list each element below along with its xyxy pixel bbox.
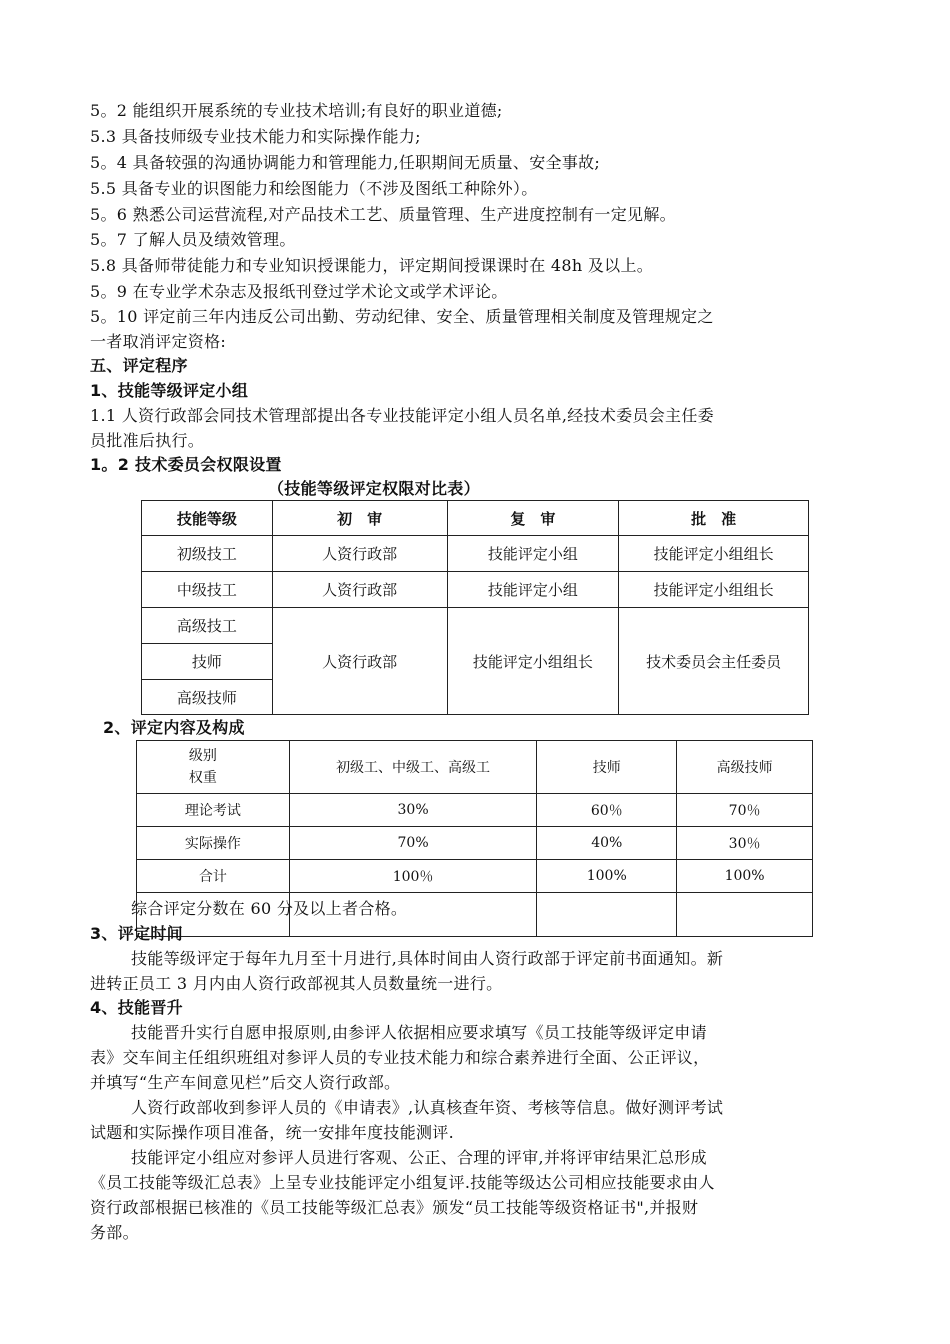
- list-item: 一者取消评定资格:: [90, 332, 227, 351]
- table-cell: 高级技工: [142, 608, 273, 644]
- list-item: 5.3 具备技师级专业技术能力和实际操作能力;: [90, 127, 421, 146]
- paragraph-line: 《员工技能等级汇总表》上呈专业技能评定小组复评.技能等级达公司相应技能要求由人: [90, 1173, 715, 1192]
- corner-top-label: 级别: [188, 748, 217, 764]
- paragraph-line: 人资行政部收到参评人员的《申请表》,认真核查年资、考核等信息。做好测评考试: [131, 1098, 724, 1117]
- table-header: 批 准: [619, 501, 809, 536]
- table-cell: 100%: [537, 860, 677, 893]
- table-cell: 70％: [677, 794, 813, 827]
- table-cell: 高级技师: [142, 680, 273, 715]
- table-cell: 理论考试: [137, 794, 290, 827]
- paragraph-line: 技能等级评定于每年九月至十月进行,具体时间由人资行政部于评定前书面通知。新: [131, 949, 724, 968]
- pass-note: 综合评定分数在 60 分及以上者合格。: [131, 899, 408, 918]
- section-heading: 五、评定程序: [90, 356, 188, 375]
- table-cell: 100％: [289, 860, 537, 893]
- list-item: 5。6 熟悉公司运营流程,对产品技术工艺、质量管理、生产进度控制有一定见解。: [90, 205, 676, 224]
- subsection-heading: 3、评定时间: [90, 924, 183, 943]
- list-item: 5.8 具备师带徒能力和专业知识授课能力，评定期间授课课时在 48h 及以上。: [90, 256, 654, 275]
- corner-bottom-label: 权重: [188, 770, 217, 786]
- subsection-heading: 2、评定内容及构成: [103, 718, 245, 737]
- paragraph-line: 进转正员工 3 月内由人资行政部视其人员数量统一进行。: [90, 974, 503, 993]
- table-cell: 70%: [289, 827, 537, 860]
- paragraph-line: 员批准后执行。: [90, 431, 205, 450]
- table-header: 初 审: [272, 501, 447, 536]
- list-item: 5。9 在专业学术杂志及报纸刊登过学术论文或学术评论。: [90, 282, 508, 301]
- table-cell: 技能评定小组: [447, 572, 619, 608]
- table-cell: 100%: [677, 860, 813, 893]
- table-cell: 技师: [142, 644, 273, 680]
- list-item: 5。7 了解人员及绩效管理。: [90, 230, 296, 249]
- table-row: [142, 572, 809, 608]
- table-row: [137, 827, 813, 860]
- table-header: 技师: [537, 741, 677, 794]
- table-cell: 人资行政部: [272, 536, 447, 572]
- table-cell: 40%: [537, 827, 677, 860]
- table-caption: （技能等级评定权限对比表）: [268, 479, 480, 498]
- paragraph-line: 表》交车间主任组织班组对参评人员的专业技术能力和综合素养进行全面、公正评议，: [90, 1048, 710, 1067]
- table-cell: 60％: [537, 794, 677, 827]
- table-row: [137, 860, 813, 893]
- permission-table: [141, 500, 809, 715]
- table-cell: 技能评定小组: [447, 536, 619, 572]
- table-header: 复 审: [447, 501, 619, 536]
- table-cell: 技能评定小组组长: [619, 572, 809, 608]
- table-cell-merged: 人资行政部: [272, 608, 447, 715]
- table-cell: 30%: [289, 794, 537, 827]
- table-header: 高级技师: [677, 741, 813, 794]
- table-cell: 技能评定小组组长: [619, 536, 809, 572]
- table-cell: 人资行政部: [272, 572, 447, 608]
- table-corner-cell: [137, 741, 290, 794]
- table-row: [142, 536, 809, 572]
- paragraph-line: 并填写“生产车间意见栏”后交人资行政部。: [90, 1073, 401, 1092]
- table-row: [137, 794, 813, 827]
- table-header: 初级工、中级工、高级工: [289, 741, 537, 794]
- list-item: 5。2 能组织开展系统的专业技术培训;有良好的职业道德;: [90, 101, 503, 120]
- table-cell: 实际操作: [137, 827, 290, 860]
- table-cell: 初级技工: [142, 536, 273, 572]
- paragraph-line: 技能评定小组应对参评人员进行客观、公正、合理的评审,并将评审结果汇总形成: [131, 1148, 707, 1167]
- paragraph-line: 资行政部根据已核准的《员工技能等级汇总表》颁发“员工技能等级资格证书",并报财: [90, 1198, 699, 1217]
- table-cell-merged: 技能评定小组组长: [447, 608, 619, 715]
- table-header-row: [142, 501, 809, 536]
- subsection-heading: 4、技能晋升: [90, 998, 183, 1017]
- table-header: 技能等级: [142, 501, 273, 536]
- paragraph-line: 试题和实际操作项目准备，统一安排年度技能测评.: [90, 1123, 454, 1142]
- table-header-row: [137, 741, 813, 794]
- paragraph-line: 务部。: [90, 1223, 139, 1242]
- table-row: [142, 608, 809, 644]
- table-cell-merged: 技术委员会主任委员: [619, 608, 809, 715]
- list-item: 5。10 评定前三年内违反公司出勤、劳动纪律、安全、质量管理相关制度及管理规定之: [90, 307, 714, 326]
- table-cell: 中级技工: [142, 572, 273, 608]
- table-cell: 合计: [137, 860, 290, 893]
- list-item: 5.5 具备专业的识图能力和绘图能力（不涉及图纸工种除外）。: [90, 179, 538, 198]
- list-item: 5。4 具备较强的沟通协调能力和管理能力,任职期间无质量、安全事故;: [90, 153, 601, 172]
- paragraph-line: 1.1 人资行政部会同技术管理部提出各专业技能评定小组人员名单,经技术委员会主任委: [90, 406, 714, 425]
- subsection-heading: 1、技能等级评定小组: [90, 381, 249, 400]
- subsection-heading: 1。2 技术委员会权限设置: [90, 455, 282, 474]
- table-cell: 30％: [677, 827, 813, 860]
- paragraph-line: 技能晋升实行自愿申报原则,由参评人依据相应要求填写《员工技能等级评定申请: [131, 1023, 707, 1042]
